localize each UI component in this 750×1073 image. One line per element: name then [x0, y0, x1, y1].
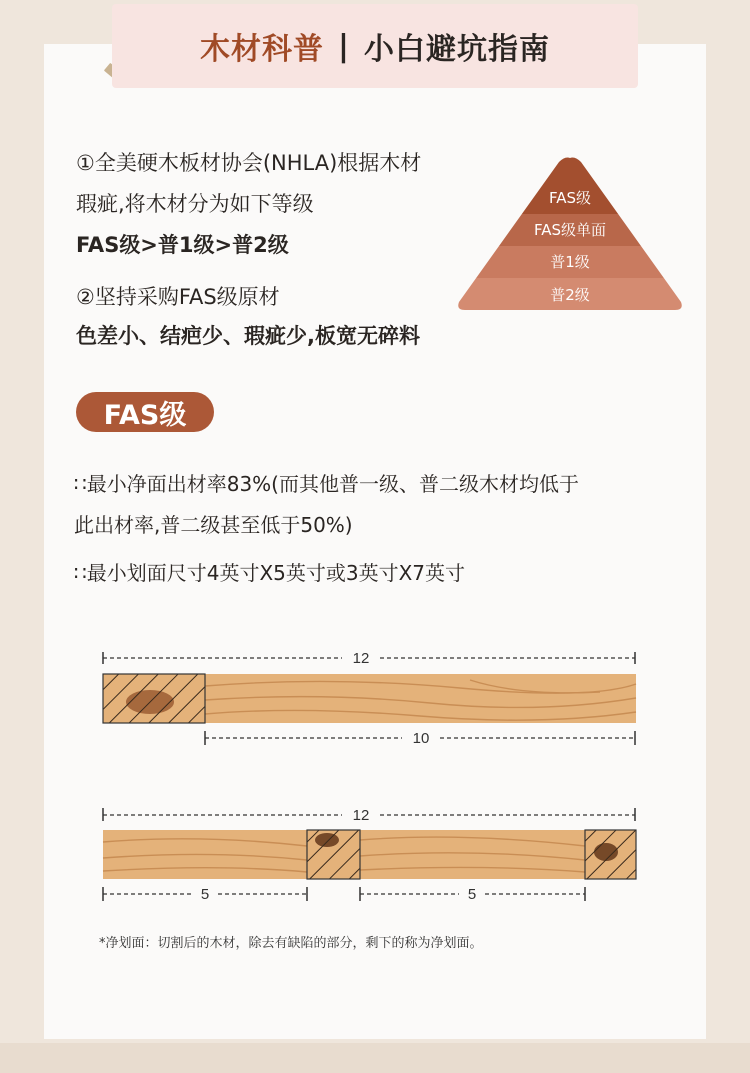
- fas-section-pill: FAS级: [76, 392, 214, 432]
- board2-clear-label-b: 5: [467, 886, 477, 903]
- title-right: 小白避坑指南: [363, 32, 550, 67]
- board2-total-label: 12: [352, 807, 370, 824]
- board2-clear-dimension-b: [360, 886, 585, 903]
- pyramid-label-fas: FAS级: [548, 189, 592, 207]
- board1-clear-label: 10: [412, 730, 430, 747]
- fas-point-1-line-2: 此出材率,普二级甚至低于50%): [74, 513, 353, 537]
- board2-defect-hatch-1: [307, 830, 360, 879]
- board1-total-dimension: [103, 650, 635, 667]
- board1-clear-dimension: [205, 730, 635, 747]
- fas-point-1-line-1: ∷最小净面出材率83%(而其他普一级、普二级木材均低于: [74, 472, 579, 496]
- board2-defect-hatch-2: [585, 830, 636, 879]
- pyramid-label-common-2: 普2级: [550, 286, 590, 304]
- board2-total-dimension: [103, 807, 635, 824]
- board2-clear-label-a: 5: [200, 886, 210, 903]
- benefits-text: 色差小、结疤少、瑕疵少,板宽无碎料: [76, 324, 420, 348]
- intro-line-4: ②坚持采购FAS级原材: [76, 285, 280, 309]
- board2-clear-dimension-a: [103, 886, 307, 903]
- fas-point-2: ∷最小划面尺寸4英寸X5英寸或3英寸X7英寸: [74, 561, 466, 585]
- board1-defect-hatch: [103, 674, 205, 723]
- intro-line-1: ①全美硬木板材协会(NHLA)根据木材: [76, 151, 422, 175]
- pyramid-label-common-1: 普1级: [550, 253, 590, 271]
- pyramid-label-fas-one-face: FAS级单面: [533, 221, 607, 239]
- board1-total-label: 12: [352, 650, 370, 667]
- title-separator: |: [338, 28, 350, 64]
- intro-line-2: 瑕疵,将木材分为如下等级: [76, 192, 314, 216]
- board2: [103, 830, 636, 879]
- grade-order: FAS级>普1级>普2级: [76, 233, 289, 257]
- board1: [103, 674, 636, 723]
- footnote: *净划面：切割后的木材，除去有缺陷的部分，剩下的称为净划面。: [99, 936, 483, 951]
- title-left: 木材科普: [200, 32, 325, 67]
